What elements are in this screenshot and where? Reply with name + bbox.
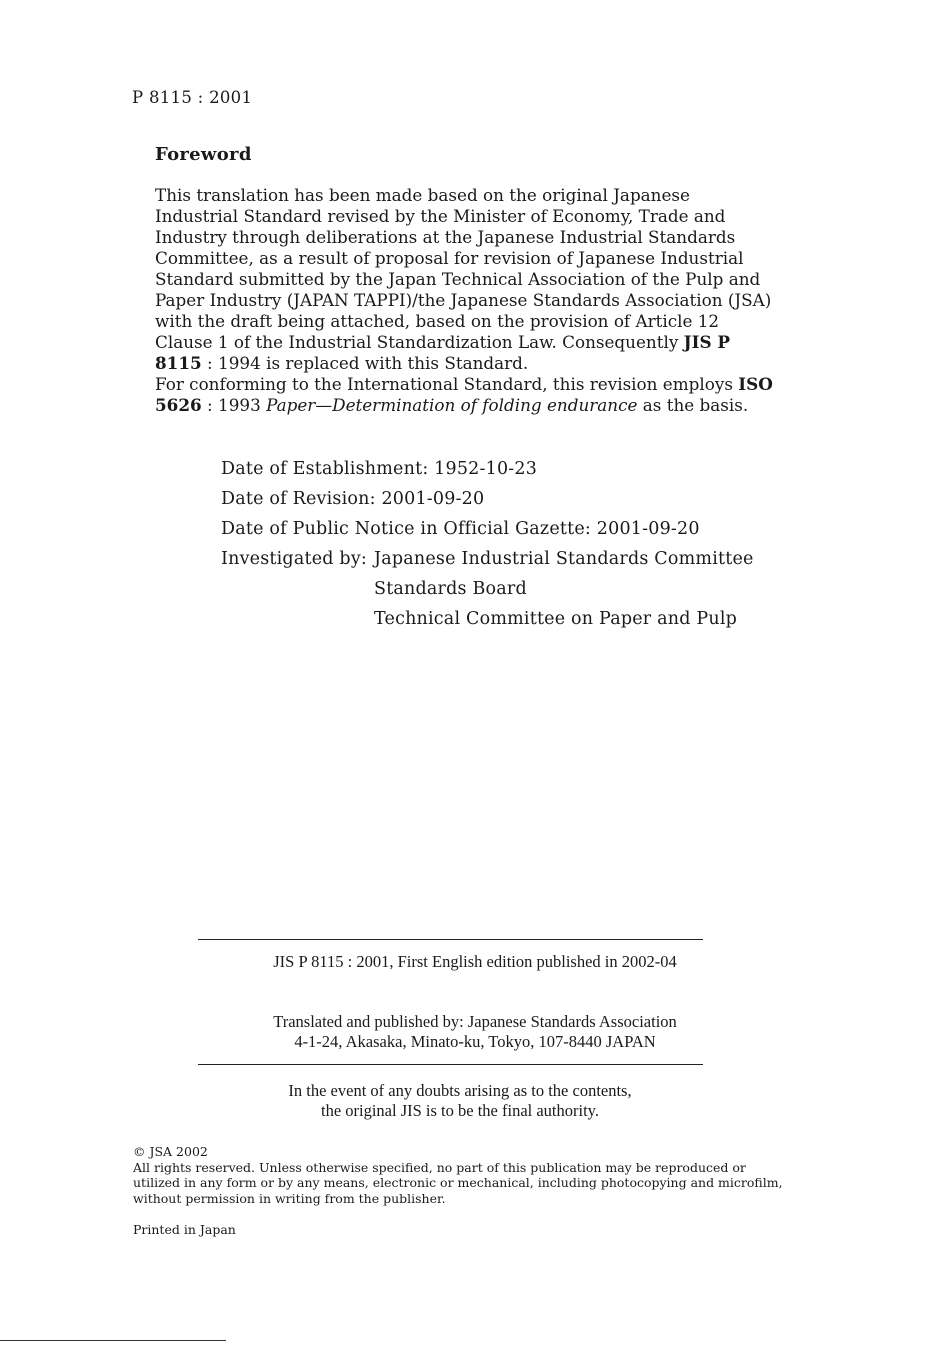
printed-in-japan: Printed in Japan [133,1222,236,1237]
copyright-block [133,1144,783,1206]
foreword-p1-text-b: : 1994 is replaced with this Standard. [201,353,529,373]
foreword-paragraph-2 [155,374,775,416]
publisher-block [150,1012,800,1052]
foreword-p2-text-c: as the basis. [637,395,749,415]
page-edge-line [0,1340,226,1341]
investigated-by-label: Investigated by: [221,549,368,569]
date-of-revision: Date of Revision: 2001-09-20 [221,489,485,509]
investigators-list [374,544,754,634]
divider-bottom [198,1064,703,1065]
investigated-by-row [221,544,754,634]
foreword-p2-text-b: : 1993 [201,395,267,415]
foreword-title: Foreword [155,144,252,165]
foreword-p1-text-a: This translation has been made based on the original Japanese Industrial Standard revised by the Minister of Economy, Trade and Industry through deliberations at the Japanese Industrial Standards Committee, as a result of proposal for revision of Japanese Industrial Standard submitted by the Japan Technical Association of the Pulp and Paper Industry (JAPAN TAPPI)/the Japanese Standards Association (JSA) with the draft being attached, based on the provision of Article 12 Clause 1 of the Industrial Standardization Law. Consequently [155,185,772,352]
investigator-item: Japanese Industrial Standards Committee [374,549,754,569]
copyright-line: © JSA 2002 [133,1144,208,1159]
date-of-establishment: Date of Establishment: 1952-10-23 [221,459,538,479]
publisher-address: 4-1-24, Akasaka, Minato-ku, Tokyo, 107-8440 JAPAN [294,1032,656,1051]
foreword-p1-bold: JIS P 8115 [155,332,731,373]
authority-notice-line-1: In the event of any doubts arising as to the contents, [288,1081,632,1100]
divider-top [198,939,703,940]
foreword-paragraph-1 [155,185,775,374]
investigator-item: Technical Committee on Paper and Pulp [374,609,738,629]
translated-by-line: Translated and published by: Japanese Standards Association [273,1012,677,1031]
authority-notice [150,1081,770,1121]
document-code-header: P 8115 : 2001 [132,88,253,107]
foreword-p2-italic: Paper—Determination of folding endurance [266,395,638,415]
foreword-p2-bold: ISO 5626 [155,374,773,415]
investigator-item: Standards Board [374,579,527,599]
standard-info-block [221,454,754,634]
edition-line: JIS P 8115 : 2001, First English edition published in 2002-04 [273,952,677,971]
date-of-public-notice: Date of Public Notice in Official Gazette: 2001-09-20 [221,519,700,539]
rights-statement: All rights reserved. Unless otherwise specified, no part of this publication may be reproduced or utilized in any form or by any means, electronic or mechanical, including photocopying and microfilm, without permission in writing from the publisher. [133,1159,783,1206]
foreword-p2-text-a: For conforming to the International Standard, this revision employs [155,374,739,394]
authority-notice-line-2: the original JIS is to be the final authority. [320,1101,599,1120]
